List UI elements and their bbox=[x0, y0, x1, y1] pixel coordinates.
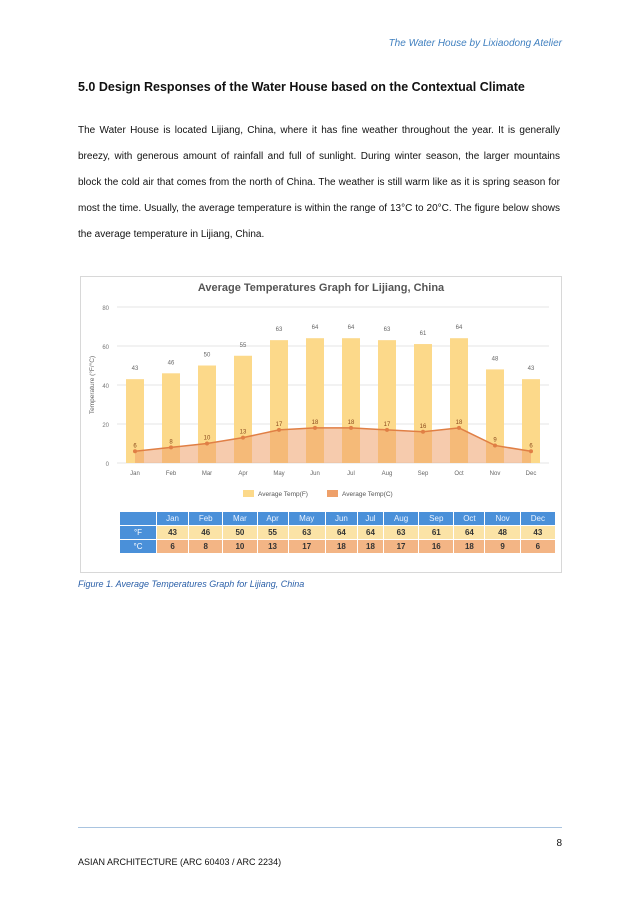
legend-label-f: Average Temp(F) bbox=[258, 491, 308, 498]
table-f-cell: 63 bbox=[383, 526, 418, 540]
table-month-header: Dec bbox=[520, 512, 555, 526]
x-tick-label: Sep bbox=[417, 471, 429, 477]
table-f-cell: 48 bbox=[485, 526, 520, 540]
celsius-point bbox=[277, 428, 281, 432]
area-value-label: 9 bbox=[493, 437, 497, 444]
section-title: 5.0 Design Responses of the Water House based on the Contextual Climate bbox=[78, 80, 525, 94]
celsius-point bbox=[421, 430, 425, 434]
table-f-cell: 61 bbox=[419, 526, 454, 540]
y-tick-label: 40 bbox=[102, 384, 109, 390]
celsius-point bbox=[457, 426, 461, 430]
table-c-label: °C bbox=[120, 540, 157, 554]
table-c-cell: 6 bbox=[520, 540, 555, 554]
celsius-point bbox=[349, 426, 353, 430]
area-value-label: 6 bbox=[133, 443, 137, 450]
table-corner bbox=[120, 512, 157, 526]
celsius-point bbox=[529, 449, 533, 453]
area-value-label: 18 bbox=[347, 419, 355, 426]
table-month-header: Mar bbox=[223, 512, 257, 526]
table-f-cell: 43 bbox=[157, 526, 189, 540]
area-value-label: 6 bbox=[529, 443, 533, 450]
table-c-cell: 10 bbox=[223, 540, 257, 554]
x-tick-label: Aug bbox=[381, 471, 393, 477]
legend-swatch-f bbox=[243, 490, 254, 497]
celsius-point bbox=[205, 442, 209, 446]
x-tick-label: Nov bbox=[489, 471, 501, 477]
running-header: The Water House by Lixiaodong Atelier bbox=[388, 38, 562, 49]
area-value-label: 10 bbox=[203, 435, 211, 442]
celsius-point bbox=[493, 443, 497, 447]
table-f-cell: 64 bbox=[358, 526, 384, 540]
table-month-header: Oct bbox=[454, 512, 485, 526]
table-c-cell: 9 bbox=[485, 540, 520, 554]
y-tick-label: 0 bbox=[105, 462, 109, 468]
table-month-header: Apr bbox=[257, 512, 288, 526]
area-value-label: 17 bbox=[275, 421, 283, 428]
table-month-header: Feb bbox=[189, 512, 223, 526]
area-value-label: 13 bbox=[239, 429, 247, 436]
area-value-label: 17 bbox=[383, 421, 391, 428]
x-tick-label: Oct bbox=[454, 471, 464, 477]
legend-label-c: Average Temp(C) bbox=[342, 491, 393, 498]
table-f-cell: 46 bbox=[189, 526, 223, 540]
temperature-figure bbox=[80, 276, 562, 573]
table-f-cell: 43 bbox=[520, 526, 555, 540]
x-tick-label: Jan bbox=[130, 471, 140, 477]
footer-course: ASIAN ARCHITECTURE (ARC 60403 / ARC 2234) bbox=[78, 857, 282, 867]
y-axis-label: Temperature (°F/°C) bbox=[89, 355, 96, 415]
x-tick-label: May bbox=[273, 471, 285, 477]
area-value-label: 18 bbox=[455, 419, 463, 426]
table-c-cell: 18 bbox=[454, 540, 485, 554]
temperature-table bbox=[119, 511, 556, 554]
bar-value-label: 61 bbox=[419, 331, 427, 338]
table-c-cell: 17 bbox=[383, 540, 418, 554]
legend-swatch-c bbox=[327, 490, 338, 497]
table-c-cell: 8 bbox=[189, 540, 223, 554]
table-c-cell: 6 bbox=[157, 540, 189, 554]
figure-caption: Figure 1. Average Temperatures Graph for Lijiang, China bbox=[78, 579, 305, 589]
table-c-cell: 18 bbox=[358, 540, 384, 554]
celsius-point bbox=[385, 428, 389, 432]
area-value-label: 8 bbox=[169, 439, 173, 446]
footer-rule bbox=[78, 827, 562, 828]
bar-value-label: 43 bbox=[131, 366, 139, 373]
table-f-cell: 63 bbox=[288, 526, 325, 540]
area-value-label: 16 bbox=[419, 423, 427, 430]
table-month-header: Sep bbox=[419, 512, 454, 526]
table-c-cell: 13 bbox=[257, 540, 288, 554]
celsius-point bbox=[313, 426, 317, 430]
x-tick-label: Jul bbox=[347, 471, 355, 477]
table-c-cell: 16 bbox=[419, 540, 454, 554]
table-month-header: Nov bbox=[485, 512, 520, 526]
table-f-cell: 64 bbox=[325, 526, 357, 540]
area-value-label: 18 bbox=[311, 419, 319, 426]
bar-value-label: 50 bbox=[203, 352, 211, 359]
table-month-header: May bbox=[288, 512, 325, 526]
bar-value-label: 64 bbox=[455, 325, 463, 332]
bar-value-label: 63 bbox=[383, 327, 391, 334]
x-tick-label: Jun bbox=[310, 471, 320, 477]
x-tick-label: Mar bbox=[201, 471, 213, 477]
table-c-cell: 17 bbox=[288, 540, 325, 554]
table-month-header: Aug bbox=[383, 512, 418, 526]
bar-value-label: 64 bbox=[347, 325, 355, 332]
chart-title: Average Temperatures Graph for Lijiang, China bbox=[197, 282, 445, 294]
x-tick-label: Apr bbox=[238, 471, 248, 477]
bar-value-label: 55 bbox=[239, 342, 247, 349]
paragraph-text: The Water House is located Lijiang, China, where it has fine weather throughout the year. It is generally breezy, with generous amount of rainfall and full of sunlight. During winter season, the larger mountains block the cold air that comes from the north of China. The weather is still warm like as it is spring season for most the time. Usually, the average temperature is within the range of 13°C to 20°C. The figure below shows the average temperature in Lijiang, China. bbox=[78, 125, 560, 240]
table-month-header: Jun bbox=[325, 512, 357, 526]
table-month-header: Jul bbox=[358, 512, 384, 526]
table-month-header: Jan bbox=[157, 512, 189, 526]
celsius-point bbox=[169, 445, 173, 449]
y-tick-label: 60 bbox=[102, 345, 109, 351]
body-paragraph bbox=[78, 118, 560, 248]
celsius-point bbox=[133, 449, 137, 453]
bar-value-label: 48 bbox=[491, 356, 499, 363]
table-f-cell: 55 bbox=[257, 526, 288, 540]
temperature-chart bbox=[81, 277, 561, 509]
x-tick-label: Dec bbox=[525, 471, 537, 477]
table-c-cell: 18 bbox=[325, 540, 357, 554]
bar-value-label: 64 bbox=[311, 325, 319, 332]
table-f-label: °F bbox=[120, 526, 157, 540]
table-f-cell: 50 bbox=[223, 526, 257, 540]
bar-value-label: 43 bbox=[527, 366, 535, 373]
page-number: 8 bbox=[556, 838, 562, 849]
y-tick-label: 80 bbox=[102, 306, 109, 312]
table-f-cell: 64 bbox=[454, 526, 485, 540]
y-tick-label: 20 bbox=[102, 423, 109, 429]
bar-value-label: 46 bbox=[167, 360, 175, 367]
bar-value-label: 63 bbox=[275, 327, 283, 334]
celsius-point bbox=[241, 436, 245, 440]
x-tick-label: Feb bbox=[165, 471, 177, 477]
